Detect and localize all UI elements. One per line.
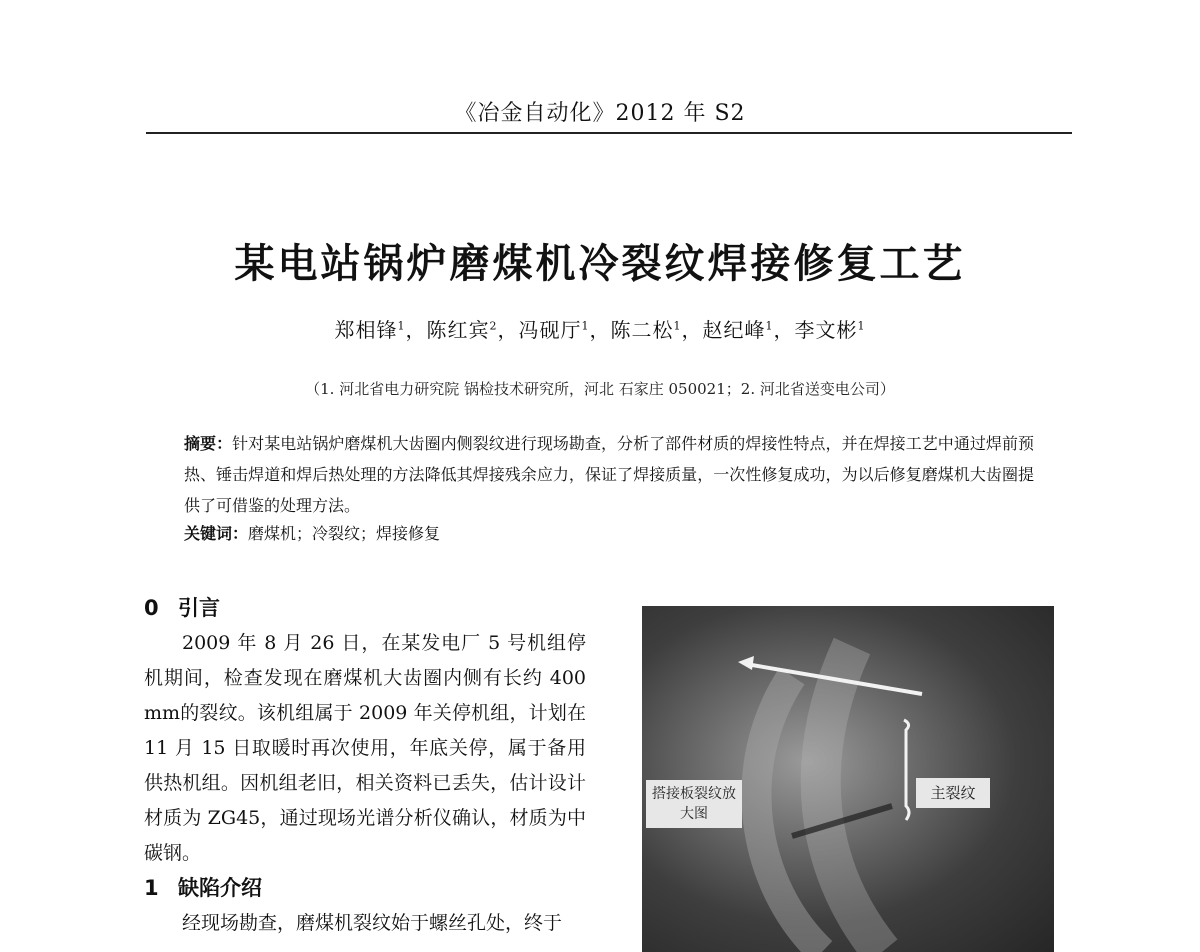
figure-label-left: 搭接板裂纹放大图 — [646, 780, 742, 828]
author: 李文彬 — [794, 318, 858, 342]
author-sup: 1 — [673, 319, 682, 333]
paragraph: 经现场勘查，磨煤机裂纹始于螺丝孔处，终于 — [182, 912, 563, 934]
figure-label-right: 主裂纹 — [916, 778, 990, 808]
abstract-label: 摘要： — [184, 434, 233, 453]
affiliation: （1. 河北省电力研究院 锅检技术研究所，河北 石家庄 050021；2. 河北省送变电公司） — [305, 380, 895, 398]
author-sup: 1 — [397, 319, 406, 333]
author: 陈二松 — [610, 318, 674, 342]
pointer-arrow-head — [738, 656, 754, 670]
section-number: 0 — [144, 596, 159, 620]
abstract — [184, 428, 1034, 521]
author: 郑相锋 — [334, 318, 398, 342]
crack-photo — [642, 606, 1054, 952]
crack-bracket — [904, 720, 909, 820]
section-number: 1 — [144, 876, 159, 900]
abstract-text: 针对某电站锅炉磨煤机大齿圈内侧裂纹进行现场勘查，分析了部件材质的焊接性特点，并在焊接工艺中通过焊前预热、锤击焊道和焊后热处理的方法降低其焊接残余应力，保证了焊接质量，一次性修复成功，为以后修复磨煤机大齿圈提供了可借鉴的处理方法。 — [184, 434, 1034, 515]
author-sup: 1 — [857, 319, 866, 333]
author: 陈红宾 — [426, 318, 490, 342]
paragraph: 2009 年 8 月 26 日，在某发电厂 5 号机组停机期间，检查发现在磨煤机大齿圈内侧有长约 400 mm的裂纹。该机组属于 2009 年关停机组，计划在 11 月 15 日取暖时再次使用，年底关停，属于备用供热机组。因机组老旧，相关资料已丢失，估计设计材质为 ZG45，通过现场光谱分析仪确认，材质为中碳钢。 — [144, 632, 586, 864]
keywords-label: 关键词： — [184, 524, 249, 543]
section-heading-0 — [144, 592, 220, 622]
section-title: 缺陷介绍 — [178, 876, 262, 900]
author-list: 郑相锋$^1$，陈红宾$^2$，冯砚厅$^1$，陈二松$^1$，赵纪峰$^1$，李文彬$^1$ — [334, 318, 866, 342]
keywords — [184, 522, 1034, 546]
author-sup: 1 — [765, 319, 774, 333]
keywords-text: 磨煤机；冷裂纹；焊接修复 — [248, 524, 441, 543]
author: 赵纪峰 — [702, 318, 766, 342]
header-rule — [146, 132, 1072, 134]
photo-overlay — [642, 606, 1054, 952]
section-heading-1 — [144, 872, 262, 902]
author: 冯砚厅 — [518, 318, 582, 342]
author-sup: 2 — [489, 319, 498, 333]
paper-title: 某电站锅炉磨煤机冷裂纹焊接修复工艺 — [234, 241, 966, 287]
author-sup: 1 — [581, 319, 590, 333]
section-title: 引言 — [178, 596, 220, 620]
section-body-0 — [144, 626, 586, 871]
section-body-1 — [144, 906, 586, 941]
journal-header: 《冶金自动化》2012 年 S2 — [454, 101, 746, 126]
